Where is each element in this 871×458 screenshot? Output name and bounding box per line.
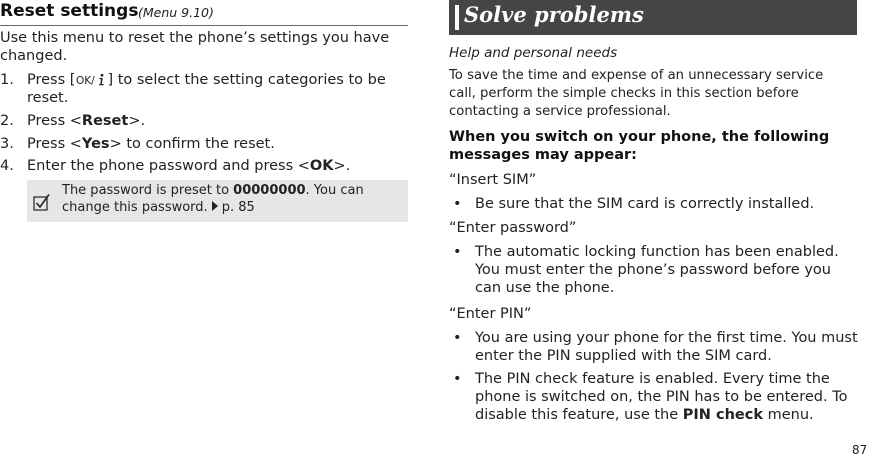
pin-check-menu-name: PIN check — [682, 407, 763, 423]
message-enter-pin: “Enter PIN” — [449, 306, 532, 322]
page-number: 87 — [852, 443, 868, 457]
chapter-title: Solve problems — [464, 2, 644, 27]
step-key: Yes — [81, 136, 110, 152]
step-text-after: >. — [333, 158, 351, 174]
ok-key-label: OK/ — [76, 75, 96, 86]
step-text — [27, 157, 407, 175]
step-text — [27, 112, 407, 130]
intro-paragraph: To save the time and expense of an unnecessary service call, perform the simple checks in this section before contacting a service professional. — [449, 68, 824, 119]
menu-reference: (Menu 9.10) — [138, 5, 214, 20]
messages-heading: When you switch on your phone, the following messages may appear: — [449, 129, 830, 163]
step-text-after: ] to select the setting categories to be reset. — [27, 72, 386, 106]
step-text — [27, 135, 407, 153]
chapter-banner — [449, 0, 857, 35]
step-number: 4. — [0, 158, 14, 174]
section-header — [0, 0, 408, 26]
message-enter-password: “Enter password” — [449, 220, 577, 236]
note-text-after: . You can change this password. — [62, 183, 364, 215]
step-text-after: > to confirm the reset. — [109, 136, 275, 152]
step-text-before: Press [ — [27, 72, 76, 88]
note-text — [62, 182, 402, 216]
bullet-text — [475, 370, 859, 424]
note-password: 00000000 — [233, 183, 306, 198]
bullet: • — [453, 196, 462, 212]
step-key: OK — [309, 158, 334, 174]
bullet: • — [453, 330, 462, 346]
bullet: • — [453, 244, 462, 260]
step-text-before: Enter the phone password and press < — [27, 158, 310, 174]
arrow-right-icon — [212, 201, 218, 211]
left-column — [0, 0, 408, 215]
note-box — [27, 180, 408, 222]
subtitle: Help and personal needs — [449, 45, 618, 61]
step-text-after: >. — [128, 113, 146, 129]
step-text-before: Press < — [27, 136, 82, 152]
intro-text: Use this menu to reset the phone’s settings you have changed. — [0, 30, 390, 64]
step-number: 1. — [0, 72, 14, 88]
bullet-text-after: menu. — [762, 407, 814, 423]
checkmark-note-icon — [33, 193, 51, 211]
step-number: 3. — [0, 136, 14, 152]
step-key: Reset — [81, 113, 129, 129]
ok-info-key-icon — [75, 73, 107, 85]
step-text — [27, 71, 407, 107]
bullet: • — [453, 371, 462, 387]
step-number: 2. — [0, 113, 14, 129]
bullet-text: You are using your phone for the first time. You must enter the PIN supplied with the SIM card. — [475, 330, 858, 364]
bullet-text: Be sure that the SIM card is correctly installed. — [475, 196, 815, 212]
note-text-before: The password is preset to — [62, 183, 234, 198]
bullet-text: The automatic locking function has been enabled. You must enter the phone’s password before you can use the phone. — [475, 244, 839, 296]
bullet-text-before: The PIN check feature is enabled. Every time the phone is switched on, the PIN has to be entered. To disable this feature, use the — [475, 371, 848, 423]
section-title: Reset settings — [0, 1, 139, 21]
banner-accent-bar — [455, 5, 459, 30]
page-reference: p. 85 — [221, 200, 255, 215]
message-insert-sim: “Insert SIM” — [449, 172, 537, 188]
step-text-before: Press < — [27, 113, 82, 129]
